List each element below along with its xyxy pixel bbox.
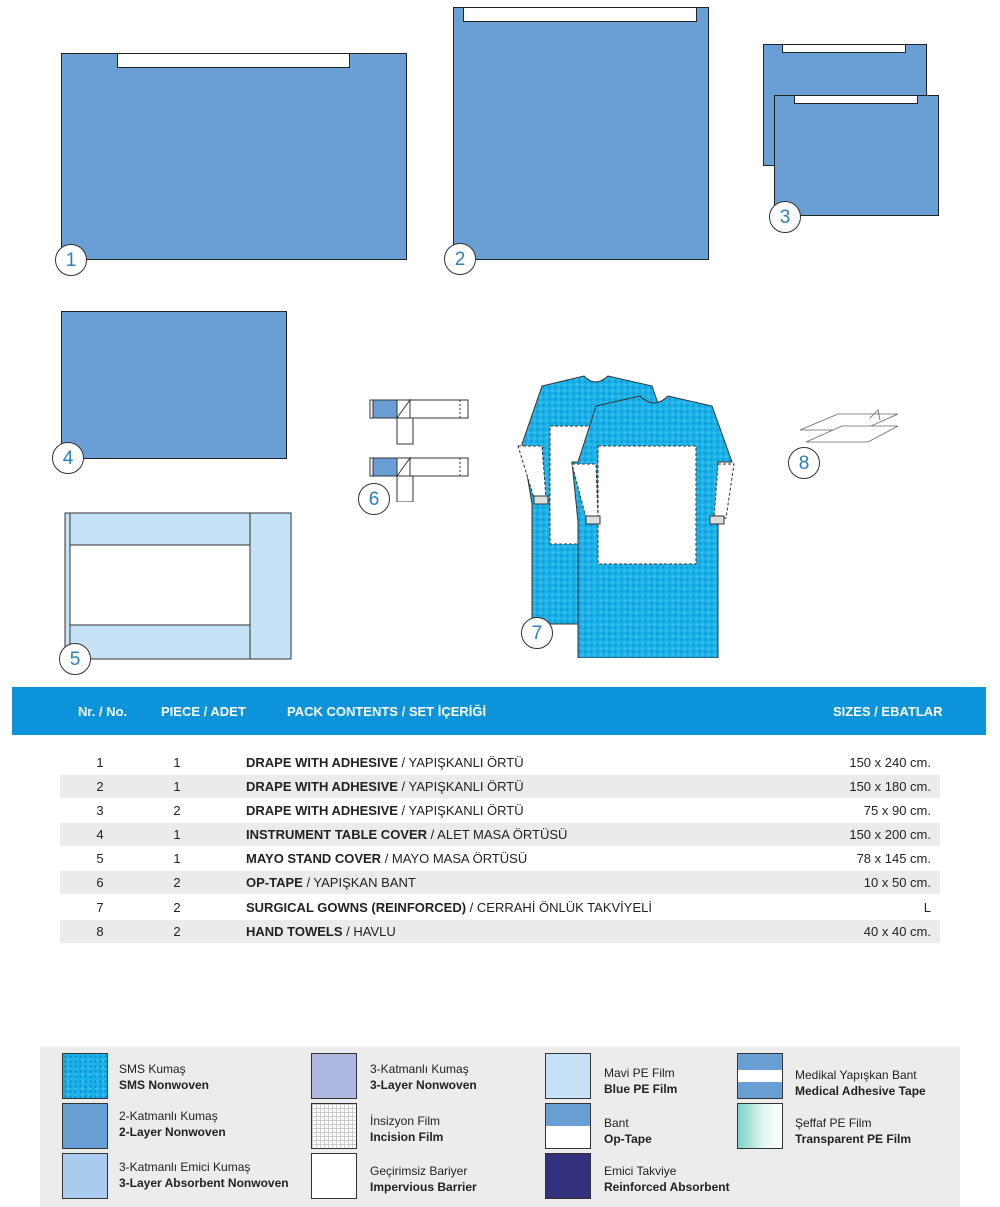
legend-item: Şeffaf PE Film Transparent PE Film <box>795 1116 912 1146</box>
table-row <box>60 775 940 798</box>
absorbent-swatch <box>62 1153 108 1199</box>
instrument-table-cover-illustration <box>61 311 287 459</box>
row-size: 150 x 240 cm. <box>849 755 931 770</box>
row-nr: 6 <box>96 875 104 890</box>
row-nr: 2 <box>96 779 104 794</box>
row-piece: 1 <box>173 851 181 866</box>
sms-swatch <box>62 1053 108 1099</box>
adhesive-strip <box>794 95 918 104</box>
row-size: 78 x 145 cm. <box>856 851 931 866</box>
row-nr: 7 <box>96 900 104 915</box>
row-nr: 4 <box>96 827 104 842</box>
callout-5: 5 <box>59 643 91 675</box>
callout-6: 6 <box>358 483 390 515</box>
table-row <box>60 799 940 822</box>
legend-item: İnsizyon Film Incision Film <box>370 1114 444 1144</box>
drape-1-illustration <box>61 53 407 260</box>
legend-item: Emici Takviye Reinforced Absorbent <box>604 1164 730 1194</box>
row-piece: 1 <box>173 779 181 794</box>
header-sizes: SIZES / EBATLAR <box>833 704 943 719</box>
row-size: 75 x 90 cm. <box>863 803 931 818</box>
reinforced-swatch <box>545 1153 591 1199</box>
adhesive-swatch <box>737 1053 783 1099</box>
three-layer-swatch <box>311 1053 357 1099</box>
legend-item: Bant Op-Tape <box>604 1116 652 1146</box>
legend-item: 3-Katmanlı Emici Kumaş 3-Layer Absorbent Nonwoven <box>119 1160 289 1190</box>
transparent-pe-swatch <box>737 1103 783 1149</box>
table-row <box>60 847 940 870</box>
row-description: DRAPE WITH ADHESIVE / YAPIŞKANLI ÖRTÜ <box>246 803 524 818</box>
row-piece: 2 <box>173 924 181 939</box>
row-description: DRAPE WITH ADHESIVE / YAPIŞKANLI ÖRTÜ <box>246 755 524 770</box>
adhesive-strip <box>463 7 697 22</box>
row-size: 150 x 180 cm. <box>849 779 931 794</box>
row-description: DRAPE WITH ADHESIVE / YAPIŞKANLI ÖRTÜ <box>246 779 524 794</box>
row-nr: 8 <box>96 924 104 939</box>
callout-2: 2 <box>444 243 476 275</box>
header-contents: PACK CONTENTS / SET İÇERİĞİ <box>287 704 487 719</box>
legend-item: Geçirimsiz Bariyer Impervious Barrier <box>370 1164 477 1194</box>
adhesive-strip <box>117 53 350 68</box>
table-row <box>60 751 940 774</box>
row-piece: 1 <box>173 755 181 770</box>
row-description: MAYO STAND COVER / MAYO MASA ÖRTÜSÜ <box>246 851 528 866</box>
row-size: L <box>923 900 931 915</box>
barrier-swatch <box>311 1153 357 1199</box>
header-nr: Nr. / No. <box>78 704 128 719</box>
callout-1: 1 <box>55 244 87 276</box>
legend-item: Medikal Yapışkan Bant Medical Adhesive Tape <box>795 1068 926 1098</box>
mayo-stand-cover-illustration <box>64 512 292 660</box>
hand-towels-illustration <box>798 408 902 446</box>
row-piece: 2 <box>173 803 181 818</box>
blue-pe-swatch <box>545 1053 591 1099</box>
row-piece: 1 <box>173 827 181 842</box>
table-header <box>12 687 986 735</box>
row-size: 10 x 50 cm. <box>863 875 931 890</box>
callout-3: 3 <box>769 201 801 233</box>
row-size: 40 x 40 cm. <box>863 924 931 939</box>
legend-item: 3-Katmanlı Kumaş 3-Layer Nonwoven <box>370 1062 477 1092</box>
surgical-gowns-illustration <box>512 374 752 658</box>
drape-2-illustration <box>453 7 709 260</box>
table-row <box>60 920 940 943</box>
row-size: 150 x 200 cm. <box>849 827 931 842</box>
table-row <box>60 871 940 894</box>
optape-swatch <box>545 1103 591 1149</box>
legend-item: 2-Katmanlı Kumaş 2-Layer Nonwoven <box>119 1109 226 1139</box>
drape-3-front-illustration <box>774 95 939 216</box>
legend-item: SMS Kumaş SMS Nonwoven <box>119 1062 210 1092</box>
callout-7: 7 <box>521 617 553 649</box>
incision-swatch <box>311 1103 357 1149</box>
row-nr: 5 <box>96 851 104 866</box>
row-description: SURGICAL GOWNS (REINFORCED) / CERRAHİ ÖNLÜK TAKVİYELİ <box>246 900 652 915</box>
header-piece: PIECE / ADET <box>161 704 246 719</box>
material-legend <box>40 1047 960 1207</box>
row-piece: 2 <box>173 900 181 915</box>
row-piece: 2 <box>173 875 181 890</box>
table-row <box>60 896 940 919</box>
two-layer-swatch <box>62 1103 108 1149</box>
row-description: HAND TOWELS / HAVLU <box>246 924 396 939</box>
callout-4: 4 <box>52 442 84 474</box>
adhesive-strip <box>782 44 906 53</box>
legend-item: Mavi PE Film Blue PE Film <box>604 1066 678 1096</box>
row-description: INSTRUMENT TABLE COVER / ALET MASA ÖRTÜSÜ <box>246 827 568 842</box>
table-row <box>60 823 940 846</box>
row-description: OP-TAPE / YAPIŞKAN BANT <box>246 875 416 890</box>
callout-8: 8 <box>788 447 820 479</box>
row-nr: 1 <box>96 755 104 770</box>
row-nr: 3 <box>96 803 104 818</box>
